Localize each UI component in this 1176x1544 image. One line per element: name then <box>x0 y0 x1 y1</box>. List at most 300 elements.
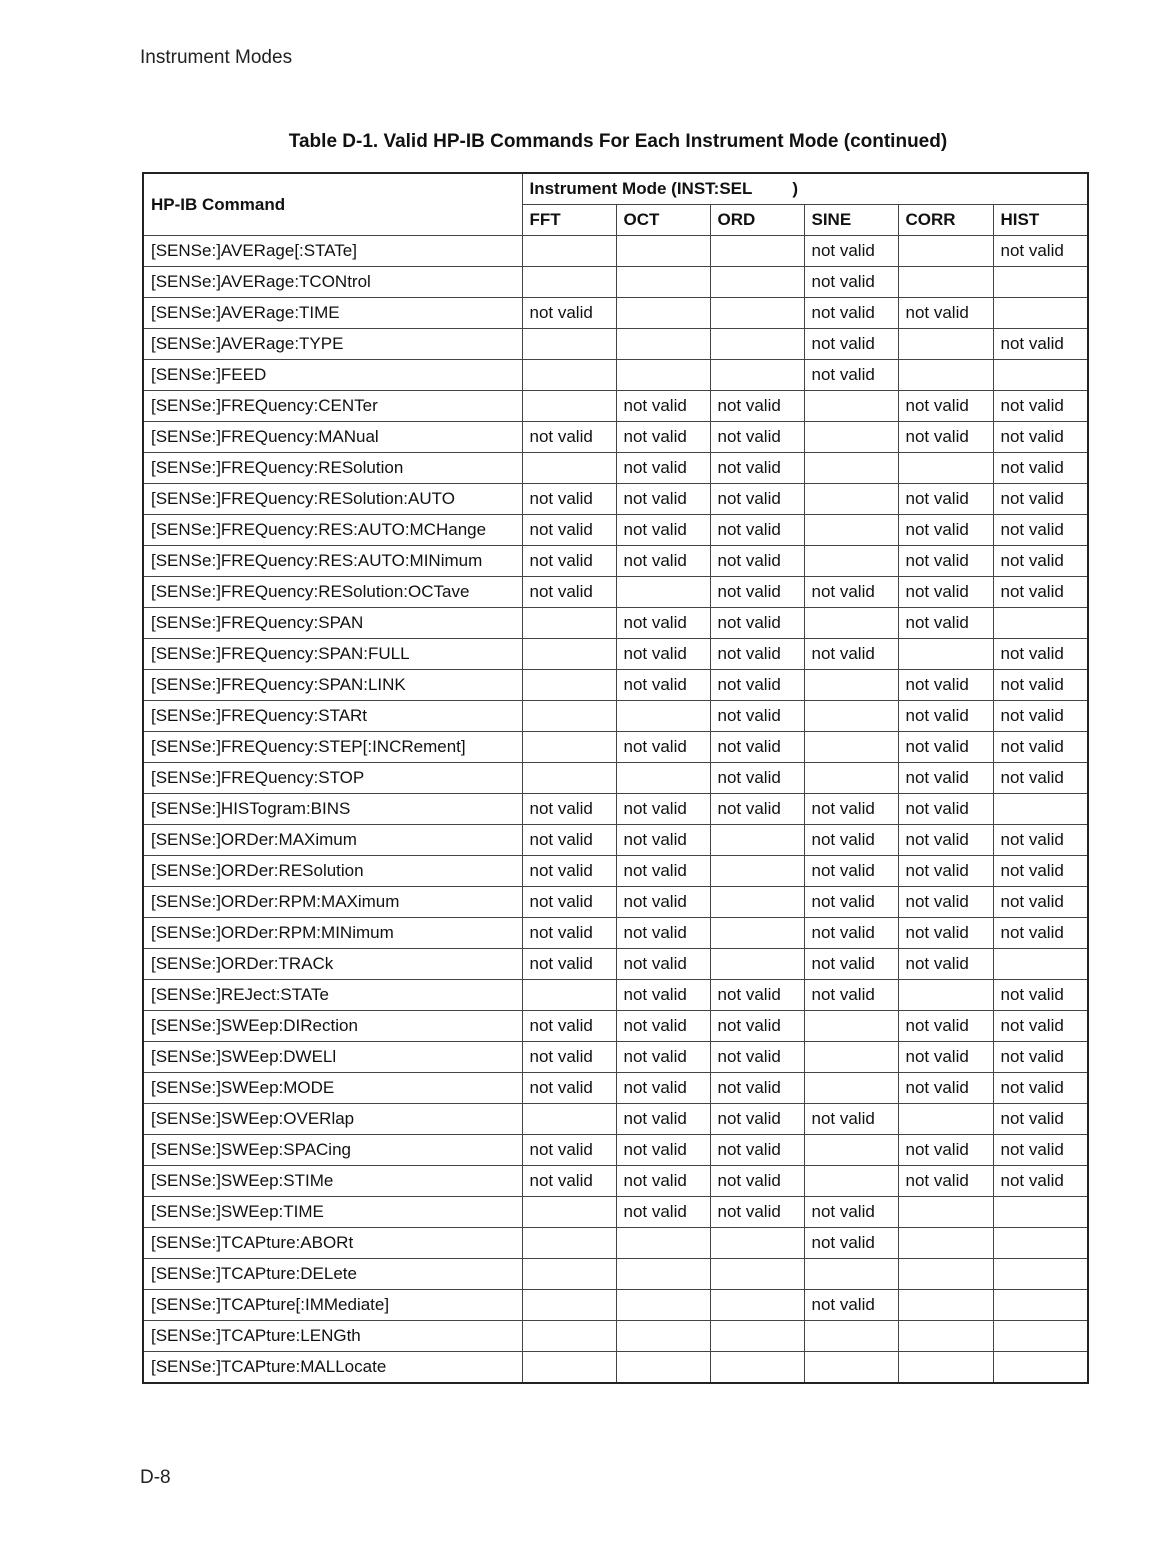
command-cell: [SENSe:]SWEep:DWELl <box>143 1042 522 1073</box>
mode-cell-sine <box>804 546 898 577</box>
table-row <box>143 577 1088 608</box>
mode-cell-ord: not valid <box>710 701 804 732</box>
table-row <box>143 1197 1088 1228</box>
table-row <box>143 1011 1088 1042</box>
mode-cell-sine <box>804 422 898 453</box>
mode-cell-fft <box>522 670 616 701</box>
mode-cell-hist: not valid <box>993 670 1088 701</box>
mode-cell-sine: not valid <box>804 949 898 980</box>
mode-cell-ord: not valid <box>710 670 804 701</box>
command-cell: [SENSe:]FREQuency:RESolution <box>143 453 522 484</box>
command-cell: [SENSe:]SWEep:STIMe <box>143 1166 522 1197</box>
mode-cell-ord: not valid <box>710 763 804 794</box>
mode-cell-oct: not valid <box>616 949 710 980</box>
command-cell: [SENSe:]FREQuency:SPAN:LINK <box>143 670 522 701</box>
mode-cell-oct: not valid <box>616 1166 710 1197</box>
mode-cell-oct: not valid <box>616 1104 710 1135</box>
mode-cell-ord: not valid <box>710 577 804 608</box>
mode-cell-hist: not valid <box>993 391 1088 422</box>
mode-cell-ord: not valid <box>710 546 804 577</box>
mode-cell-fft <box>522 453 616 484</box>
mode-cell-fft <box>522 1197 616 1228</box>
mode-cell-hist <box>993 360 1088 391</box>
table-row <box>143 1259 1088 1290</box>
mode-cell-corr: not valid <box>898 825 993 856</box>
mode-cell-sine <box>804 453 898 484</box>
mode-cell-sine <box>804 1259 898 1290</box>
mode-cell-corr <box>898 1197 993 1228</box>
mode-cell-corr: not valid <box>898 484 993 515</box>
mode-cell-ord: not valid <box>710 391 804 422</box>
mode-cell-hist: not valid <box>993 546 1088 577</box>
mode-cell-fft <box>522 1290 616 1321</box>
mode-cell-fft: not valid <box>522 918 616 949</box>
command-cell: [SENSe:]ORDer:RPM:MINimum <box>143 918 522 949</box>
mode-cell-sine <box>804 763 898 794</box>
table-row <box>143 670 1088 701</box>
mode-cell-fft <box>522 1104 616 1135</box>
mode-cell-fft: not valid <box>522 1166 616 1197</box>
mode-cell-oct: not valid <box>616 422 710 453</box>
mode-cell-hist: not valid <box>993 1104 1088 1135</box>
mode-cell-hist: not valid <box>993 1042 1088 1073</box>
table-row <box>143 608 1088 639</box>
mode-cell-sine: not valid <box>804 918 898 949</box>
mode-cell-hist <box>993 1259 1088 1290</box>
mode-cell-fft: not valid <box>522 298 616 329</box>
mode-cell-corr: not valid <box>898 422 993 453</box>
command-cell: [SENSe:]SWEep:OVERlap <box>143 1104 522 1135</box>
mode-cell-oct: not valid <box>616 794 710 825</box>
mode-cell-corr <box>898 1352 993 1384</box>
mode-cell-fft <box>522 1321 616 1352</box>
mode-cell-sine <box>804 391 898 422</box>
mode-cell-oct: not valid <box>616 608 710 639</box>
table-row <box>143 298 1088 329</box>
command-cell: [SENSe:]FEED <box>143 360 522 391</box>
mode-cell-sine <box>804 515 898 546</box>
command-cell: [SENSe:]TCAPture:LENGth <box>143 1321 522 1352</box>
mode-cell-sine: not valid <box>804 1104 898 1135</box>
mode-cell-corr <box>898 236 993 267</box>
mode-cell-ord <box>710 236 804 267</box>
mode-cell-hist <box>993 298 1088 329</box>
mode-cell-fft: not valid <box>522 825 616 856</box>
mode-cell-ord <box>710 918 804 949</box>
command-cell: [SENSe:]ORDer:RPM:MAXimum <box>143 887 522 918</box>
mode-cell-oct: not valid <box>616 856 710 887</box>
mode-cell-hist <box>993 1228 1088 1259</box>
mode-cell-ord: not valid <box>710 1135 804 1166</box>
mode-cell-sine <box>804 1011 898 1042</box>
mode-cell-corr: not valid <box>898 918 993 949</box>
mode-cell-sine <box>804 1073 898 1104</box>
mode-cell-corr <box>898 329 993 360</box>
mode-cell-corr: not valid <box>898 1135 993 1166</box>
mode-cell-hist: not valid <box>993 732 1088 763</box>
command-cell: [SENSe:]FREQuency:RESolution:AUTO <box>143 484 522 515</box>
mode-cell-corr <box>898 1321 993 1352</box>
mode-cell-oct <box>616 236 710 267</box>
mode-cell-sine: not valid <box>804 1290 898 1321</box>
mode-cell-hist: not valid <box>993 856 1088 887</box>
mode-cell-hist: not valid <box>993 701 1088 732</box>
mode-cell-fft <box>522 639 616 670</box>
table-row <box>143 236 1088 267</box>
mode-cell-ord: not valid <box>710 1073 804 1104</box>
mode-cell-oct: not valid <box>616 546 710 577</box>
mode-cell-fft <box>522 391 616 422</box>
mode-cell-hist <box>993 267 1088 298</box>
mode-cell-sine <box>804 1042 898 1073</box>
mode-header-corr: CORR <box>898 205 993 236</box>
mode-cell-ord <box>710 329 804 360</box>
mode-cell-hist <box>993 1197 1088 1228</box>
mode-cell-oct: not valid <box>616 1197 710 1228</box>
table-row <box>143 1352 1088 1384</box>
mode-cell-corr <box>898 639 993 670</box>
mode-cell-oct: not valid <box>616 515 710 546</box>
table-row <box>143 422 1088 453</box>
mode-cell-oct: not valid <box>616 1135 710 1166</box>
mode-cell-ord: not valid <box>710 453 804 484</box>
table-row <box>143 1290 1088 1321</box>
mode-cell-sine <box>804 670 898 701</box>
mode-cell-sine: not valid <box>804 1197 898 1228</box>
command-cell: [SENSe:]ORDer:TRACk <box>143 949 522 980</box>
mode-cell-fft: not valid <box>522 1042 616 1073</box>
mode-cell-ord <box>710 298 804 329</box>
mode-cell-sine <box>804 1321 898 1352</box>
mode-cell-sine <box>804 608 898 639</box>
mode-cell-sine: not valid <box>804 856 898 887</box>
command-cell: [SENSe:]FREQuency:STARt <box>143 701 522 732</box>
command-cell: [SENSe:]TCAPture:MALLocate <box>143 1352 522 1384</box>
mode-cell-fft: not valid <box>522 422 616 453</box>
mode-cell-fft <box>522 732 616 763</box>
mode-cell-sine <box>804 732 898 763</box>
table-row <box>143 1042 1088 1073</box>
mode-header-sine: SINE <box>804 205 898 236</box>
mode-cell-hist: not valid <box>993 515 1088 546</box>
mode-cell-hist <box>993 1290 1088 1321</box>
mode-cell-oct: not valid <box>616 670 710 701</box>
mode-cell-ord: not valid <box>710 639 804 670</box>
mode-cell-corr: not valid <box>898 670 993 701</box>
table-row <box>143 1166 1088 1197</box>
table-row <box>143 825 1088 856</box>
mode-cell-sine: not valid <box>804 639 898 670</box>
mode-cell-ord: not valid <box>710 1166 804 1197</box>
mode-cell-ord <box>710 1290 804 1321</box>
table-row <box>143 267 1088 298</box>
command-cell: [SENSe:]FREQuency:MANual <box>143 422 522 453</box>
mode-cell-hist: not valid <box>993 236 1088 267</box>
mode-cell-ord: not valid <box>710 1104 804 1135</box>
table-row <box>143 980 1088 1011</box>
mode-cell-ord: not valid <box>710 515 804 546</box>
table-row <box>143 1135 1088 1166</box>
mode-cell-ord <box>710 825 804 856</box>
mode-cell-hist: not valid <box>993 329 1088 360</box>
table-row <box>143 453 1088 484</box>
mode-cell-ord: not valid <box>710 1197 804 1228</box>
mode-cell-corr: not valid <box>898 887 993 918</box>
mode-cell-corr: not valid <box>898 298 993 329</box>
mode-cell-corr: not valid <box>898 608 993 639</box>
mode-cell-oct: not valid <box>616 453 710 484</box>
mode-cell-sine <box>804 484 898 515</box>
table-row <box>143 1228 1088 1259</box>
mode-cell-corr: not valid <box>898 794 993 825</box>
mode-cell-sine: not valid <box>804 980 898 1011</box>
mode-cell-corr <box>898 1104 993 1135</box>
command-cell: [SENSe:]SWEep:DIRection <box>143 1011 522 1042</box>
mode-cell-corr: not valid <box>898 701 993 732</box>
mode-header-oct: OCT <box>616 205 710 236</box>
mode-cell-corr <box>898 1228 993 1259</box>
mode-cell-hist <box>993 608 1088 639</box>
mode-cell-corr: not valid <box>898 763 993 794</box>
mode-cell-ord <box>710 1259 804 1290</box>
mode-cell-oct <box>616 298 710 329</box>
mode-cell-oct <box>616 1321 710 1352</box>
mode-cell-oct: not valid <box>616 887 710 918</box>
mode-cell-fft: not valid <box>522 1135 616 1166</box>
table-title: Table D-1. Valid HP-IB Commands For Each Instrument Mode (continued) <box>288 131 948 152</box>
mode-cell-ord: not valid <box>710 1011 804 1042</box>
mode-cell-sine <box>804 1135 898 1166</box>
mode-cell-fft: not valid <box>522 887 616 918</box>
mode-cell-sine <box>804 1166 898 1197</box>
command-table <box>142 172 1089 1384</box>
mode-cell-ord: not valid <box>710 794 804 825</box>
mode-cell-hist <box>993 1352 1088 1384</box>
mode-cell-fft <box>522 267 616 298</box>
mode-cell-oct: not valid <box>616 484 710 515</box>
mode-cell-hist: not valid <box>993 825 1088 856</box>
mode-cell-sine: not valid <box>804 360 898 391</box>
table-row <box>143 1104 1088 1135</box>
mode-cell-corr: not valid <box>898 391 993 422</box>
command-cell: [SENSe:]AVERage[:STATe] <box>143 236 522 267</box>
command-cell: [SENSe:]AVERage:TIME <box>143 298 522 329</box>
mode-cell-fft: not valid <box>522 484 616 515</box>
mode-cell-ord: not valid <box>710 608 804 639</box>
mode-cell-corr <box>898 267 993 298</box>
table-row <box>143 1321 1088 1352</box>
command-cell: [SENSe:]FREQuency:CENTer <box>143 391 522 422</box>
mode-cell-corr: not valid <box>898 1042 993 1073</box>
mode-cell-fft: not valid <box>522 1011 616 1042</box>
mode-cell-corr: not valid <box>898 515 993 546</box>
command-cell: [SENSe:]TCAPture:DELete <box>143 1259 522 1290</box>
mode-cell-oct <box>616 577 710 608</box>
mode-cell-ord: not valid <box>710 422 804 453</box>
command-cell: [SENSe:]FREQuency:RES:AUTO:MINimum <box>143 546 522 577</box>
mode-cell-fft: not valid <box>522 577 616 608</box>
command-cell: [SENSe:]SWEep:SPACing <box>143 1135 522 1166</box>
mode-cell-corr: not valid <box>898 546 993 577</box>
mode-cell-hist: not valid <box>993 1166 1088 1197</box>
mode-cell-fft <box>522 1259 616 1290</box>
mode-group-close: ) <box>792 179 799 198</box>
table-row <box>143 1073 1088 1104</box>
command-cell: [SENSe:]FREQuency:STOP <box>143 763 522 794</box>
table-row <box>143 763 1088 794</box>
mode-cell-fft: not valid <box>522 1073 616 1104</box>
mode-cell-fft <box>522 236 616 267</box>
mode-cell-hist: not valid <box>993 639 1088 670</box>
mode-cell-ord: not valid <box>710 1042 804 1073</box>
mode-cell-sine: not valid <box>804 887 898 918</box>
mode-cell-oct: not valid <box>616 639 710 670</box>
table-row <box>143 515 1088 546</box>
mode-cell-corr: not valid <box>898 1011 993 1042</box>
mode-cell-corr: not valid <box>898 1073 993 1104</box>
mode-cell-ord <box>710 360 804 391</box>
mode-cell-hist: not valid <box>993 1011 1088 1042</box>
mode-cell-corr: not valid <box>898 732 993 763</box>
mode-cell-fft <box>522 360 616 391</box>
command-cell: [SENSe:]TCAPture[:IMMediate] <box>143 1290 522 1321</box>
mode-cell-corr <box>898 1290 993 1321</box>
mode-group-label: Instrument Mode (INST:SEL <box>529 179 753 198</box>
mode-cell-ord <box>710 267 804 298</box>
command-table-body <box>143 236 1088 1384</box>
mode-cell-ord <box>710 949 804 980</box>
mode-cell-hist <box>993 949 1088 980</box>
command-cell: [SENSe:]FREQuency:STEP[:INCRement] <box>143 732 522 763</box>
mode-cell-corr <box>898 453 993 484</box>
mode-cell-sine: not valid <box>804 329 898 360</box>
mode-cell-hist <box>993 794 1088 825</box>
mode-cell-oct <box>616 1352 710 1384</box>
mode-cell-corr: not valid <box>898 856 993 887</box>
table-row <box>143 639 1088 670</box>
command-column-header: HP-IB Command <box>143 173 522 236</box>
command-cell: [SENSe:]ORDer:MAXimum <box>143 825 522 856</box>
table-row <box>143 887 1088 918</box>
table-row <box>143 360 1088 391</box>
mode-cell-corr: not valid <box>898 1166 993 1197</box>
mode-cell-ord <box>710 887 804 918</box>
mode-cell-oct <box>616 1290 710 1321</box>
mode-cell-corr <box>898 980 993 1011</box>
mode-cell-fft <box>522 329 616 360</box>
mode-cell-oct: not valid <box>616 980 710 1011</box>
mode-cell-sine: not valid <box>804 794 898 825</box>
mode-cell-ord <box>710 856 804 887</box>
page-number: D-8 <box>140 1467 171 1488</box>
mode-cell-oct: not valid <box>616 825 710 856</box>
mode-cell-sine: not valid <box>804 267 898 298</box>
mode-cell-hist: not valid <box>993 887 1088 918</box>
mode-cell-oct <box>616 360 710 391</box>
mode-cell-fft <box>522 763 616 794</box>
mode-cell-hist: not valid <box>993 453 1088 484</box>
mode-cell-hist: not valid <box>993 918 1088 949</box>
command-cell: [SENSe:]FREQuency:RESolution:OCTave <box>143 577 522 608</box>
mode-cell-ord <box>710 1321 804 1352</box>
command-cell: [SENSe:]AVERage:TYPE <box>143 329 522 360</box>
mode-cell-fft <box>522 608 616 639</box>
table-row <box>143 329 1088 360</box>
table-row <box>143 732 1088 763</box>
mode-cell-sine: not valid <box>804 298 898 329</box>
mode-cell-ord <box>710 1228 804 1259</box>
mode-cell-ord <box>710 1352 804 1384</box>
mode-cell-fft: not valid <box>522 949 616 980</box>
mode-header-hist: HIST <box>993 205 1088 236</box>
mode-cell-oct <box>616 329 710 360</box>
mode-cell-fft <box>522 980 616 1011</box>
mode-cell-sine: not valid <box>804 825 898 856</box>
mode-cell-fft: not valid <box>522 794 616 825</box>
table-row <box>143 484 1088 515</box>
table-row <box>143 546 1088 577</box>
mode-cell-oct: not valid <box>616 732 710 763</box>
mode-group-header <box>522 173 1088 205</box>
mode-cell-sine <box>804 701 898 732</box>
mode-cell-oct <box>616 701 710 732</box>
mode-cell-sine: not valid <box>804 577 898 608</box>
running-head: Instrument Modes <box>140 47 293 68</box>
mode-cell-hist: not valid <box>993 763 1088 794</box>
mode-cell-sine: not valid <box>804 236 898 267</box>
command-cell: [SENSe:]FREQuency:RES:AUTO:MCHange <box>143 515 522 546</box>
mode-cell-corr <box>898 360 993 391</box>
mode-cell-fft <box>522 1352 616 1384</box>
mode-cell-hist: not valid <box>993 1073 1088 1104</box>
mode-cell-corr: not valid <box>898 577 993 608</box>
mode-cell-ord: not valid <box>710 732 804 763</box>
mode-cell-corr <box>898 1259 993 1290</box>
mode-cell-oct: not valid <box>616 1042 710 1073</box>
table-row <box>143 918 1088 949</box>
mode-cell-oct: not valid <box>616 1073 710 1104</box>
table-row <box>143 701 1088 732</box>
mode-cell-fft <box>522 1228 616 1259</box>
command-cell: [SENSe:]FREQuency:SPAN:FULL <box>143 639 522 670</box>
mode-cell-oct <box>616 267 710 298</box>
mode-cell-hist: not valid <box>993 1135 1088 1166</box>
table-row <box>143 794 1088 825</box>
command-cell: [SENSe:]HISTogram:BINS <box>143 794 522 825</box>
mode-cell-hist: not valid <box>993 980 1088 1011</box>
mode-cell-fft: not valid <box>522 515 616 546</box>
command-cell: [SENSe:]SWEep:MODE <box>143 1073 522 1104</box>
mode-cell-hist: not valid <box>993 484 1088 515</box>
mode-cell-hist <box>993 1321 1088 1352</box>
table-row <box>143 949 1088 980</box>
mode-header-ord: ORD <box>710 205 804 236</box>
mode-cell-oct <box>616 763 710 794</box>
mode-cell-fft <box>522 701 616 732</box>
table-row <box>143 856 1088 887</box>
command-cell: [SENSe:]ORDer:RESolution <box>143 856 522 887</box>
command-cell: [SENSe:]SWEep:TIME <box>143 1197 522 1228</box>
mode-cell-oct: not valid <box>616 1011 710 1042</box>
command-cell: [SENSe:]TCAPture:ABORt <box>143 1228 522 1259</box>
mode-cell-fft: not valid <box>522 546 616 577</box>
mode-cell-sine <box>804 1352 898 1384</box>
table-row <box>143 391 1088 422</box>
mode-cell-ord: not valid <box>710 980 804 1011</box>
mode-cell-oct <box>616 1259 710 1290</box>
mode-cell-hist: not valid <box>993 577 1088 608</box>
mode-header-fft: FFT <box>522 205 616 236</box>
